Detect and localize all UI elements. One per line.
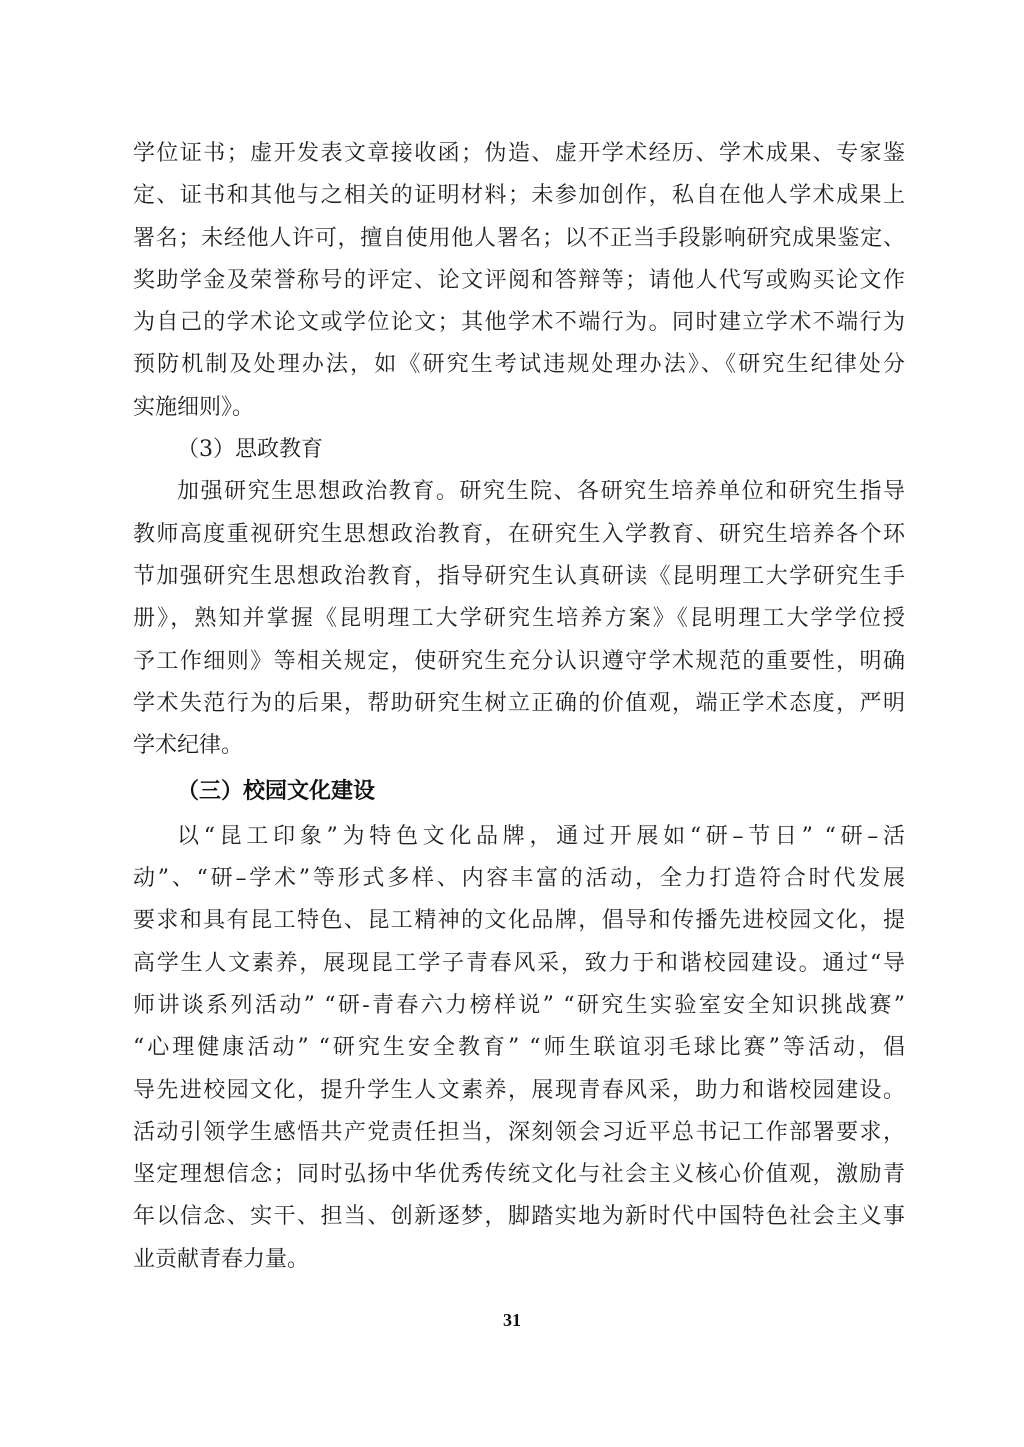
body-line: 动”、“研–学术”等形式多样、内容丰富的活动，全力打造符合时代发展	[133, 866, 905, 892]
body-line: 学术失范行为的后果，帮助研究生树立正确的价值观，端正学术态度，严明	[133, 690, 905, 716]
paragraph-ideological-education	[133, 471, 905, 767]
body-line: 署名；未经他人许可，擅自使用他人署名；以不正当手段影响研究成果鉴定、	[133, 225, 905, 251]
body-line: 实施细则》。	[133, 394, 255, 420]
body-line: 预防机制及处理办法，如《研究生考试违规处理办法》、《研究生纪律处分	[133, 352, 905, 378]
paragraph-campus-culture	[133, 816, 905, 1281]
page-body	[133, 133, 905, 1281]
body-line: 导先进校园文化，提升学生人文素养，展现青春风采，助力和谐校园建设。	[133, 1077, 905, 1103]
body-line: 奖助学金及荣誉称号的评定、论文评阅和答辩等；请他人代写或购买论文作	[133, 267, 905, 293]
body-line: 师讲谈系列活动” “研-青春六力榜样说” “研究生实验室安全知识挑战赛”	[133, 992, 905, 1018]
body-line: 加强研究生思想政治教育。研究生院、各研究生培养单位和研究生指导	[177, 479, 905, 505]
body-line: 册》，熟知并掌握《昆明理工大学研究生培养方案》《昆明理工大学学位授	[133, 606, 905, 632]
body-line: 坚定理想信念；同时弘扬中华优秀传统文化与社会主义核心价值观，激励青	[133, 1162, 905, 1188]
body-line: 学位证书；虚开发表文章接收函；伪造、虚开学术经历、学术成果、专家鉴	[133, 141, 905, 166]
body-line: “心理健康活动” “研究生安全教育” “师生联谊羽毛球比赛”等活动，倡	[133, 1035, 905, 1061]
section-heading-campus-culture: （三）校园文化建设	[177, 778, 376, 805]
page-number: 31	[503, 1310, 521, 1330]
body-line: 节加强研究生思想政治教育，指导研究生认真研读《昆明理工大学研究生手	[133, 563, 905, 589]
body-line: 教师高度重视研究生思想政治教育，在研究生入学教育、研究生培养各个环	[133, 521, 905, 547]
body-line: 年以信念、实干、担当、创新逐梦，脚踏实地为新时代中国特色社会主义事	[133, 1204, 905, 1230]
body-line: 活动引领学生感悟共产党责任担当，深刻领会习近平总书记工作部署要求，	[133, 1119, 905, 1145]
body-line: 业贡献青春力量。	[133, 1246, 310, 1272]
body-line: 学术纪律。	[133, 733, 244, 759]
subheading-ideological-education: （3）思政教育	[177, 437, 323, 463]
paragraph-academic-misconduct	[133, 133, 905, 429]
body-line: 高学生人文素养，展现昆工学子青春风采，致力于和谐校园建设。通过“导	[133, 950, 905, 976]
body-line: 要求和具有昆工特色、昆工精神的文化品牌，倡导和传播先进校园文化，提	[133, 908, 905, 934]
body-line: 以“昆工印象”为特色文化品牌，通过开展如“研–节日” “研–活	[177, 823, 905, 849]
body-line: 为自己的学术论文或学位论文；其他学术不端行为。同时建立学术不端行为	[133, 310, 905, 336]
body-line: 予工作细则》等相关规定，使研究生充分认识遵守学术规范的重要性，明确	[133, 648, 905, 674]
body-line: 定、证书和其他与之相关的证明材料；未参加创作，私自在他人学术成果上	[133, 183, 905, 209]
